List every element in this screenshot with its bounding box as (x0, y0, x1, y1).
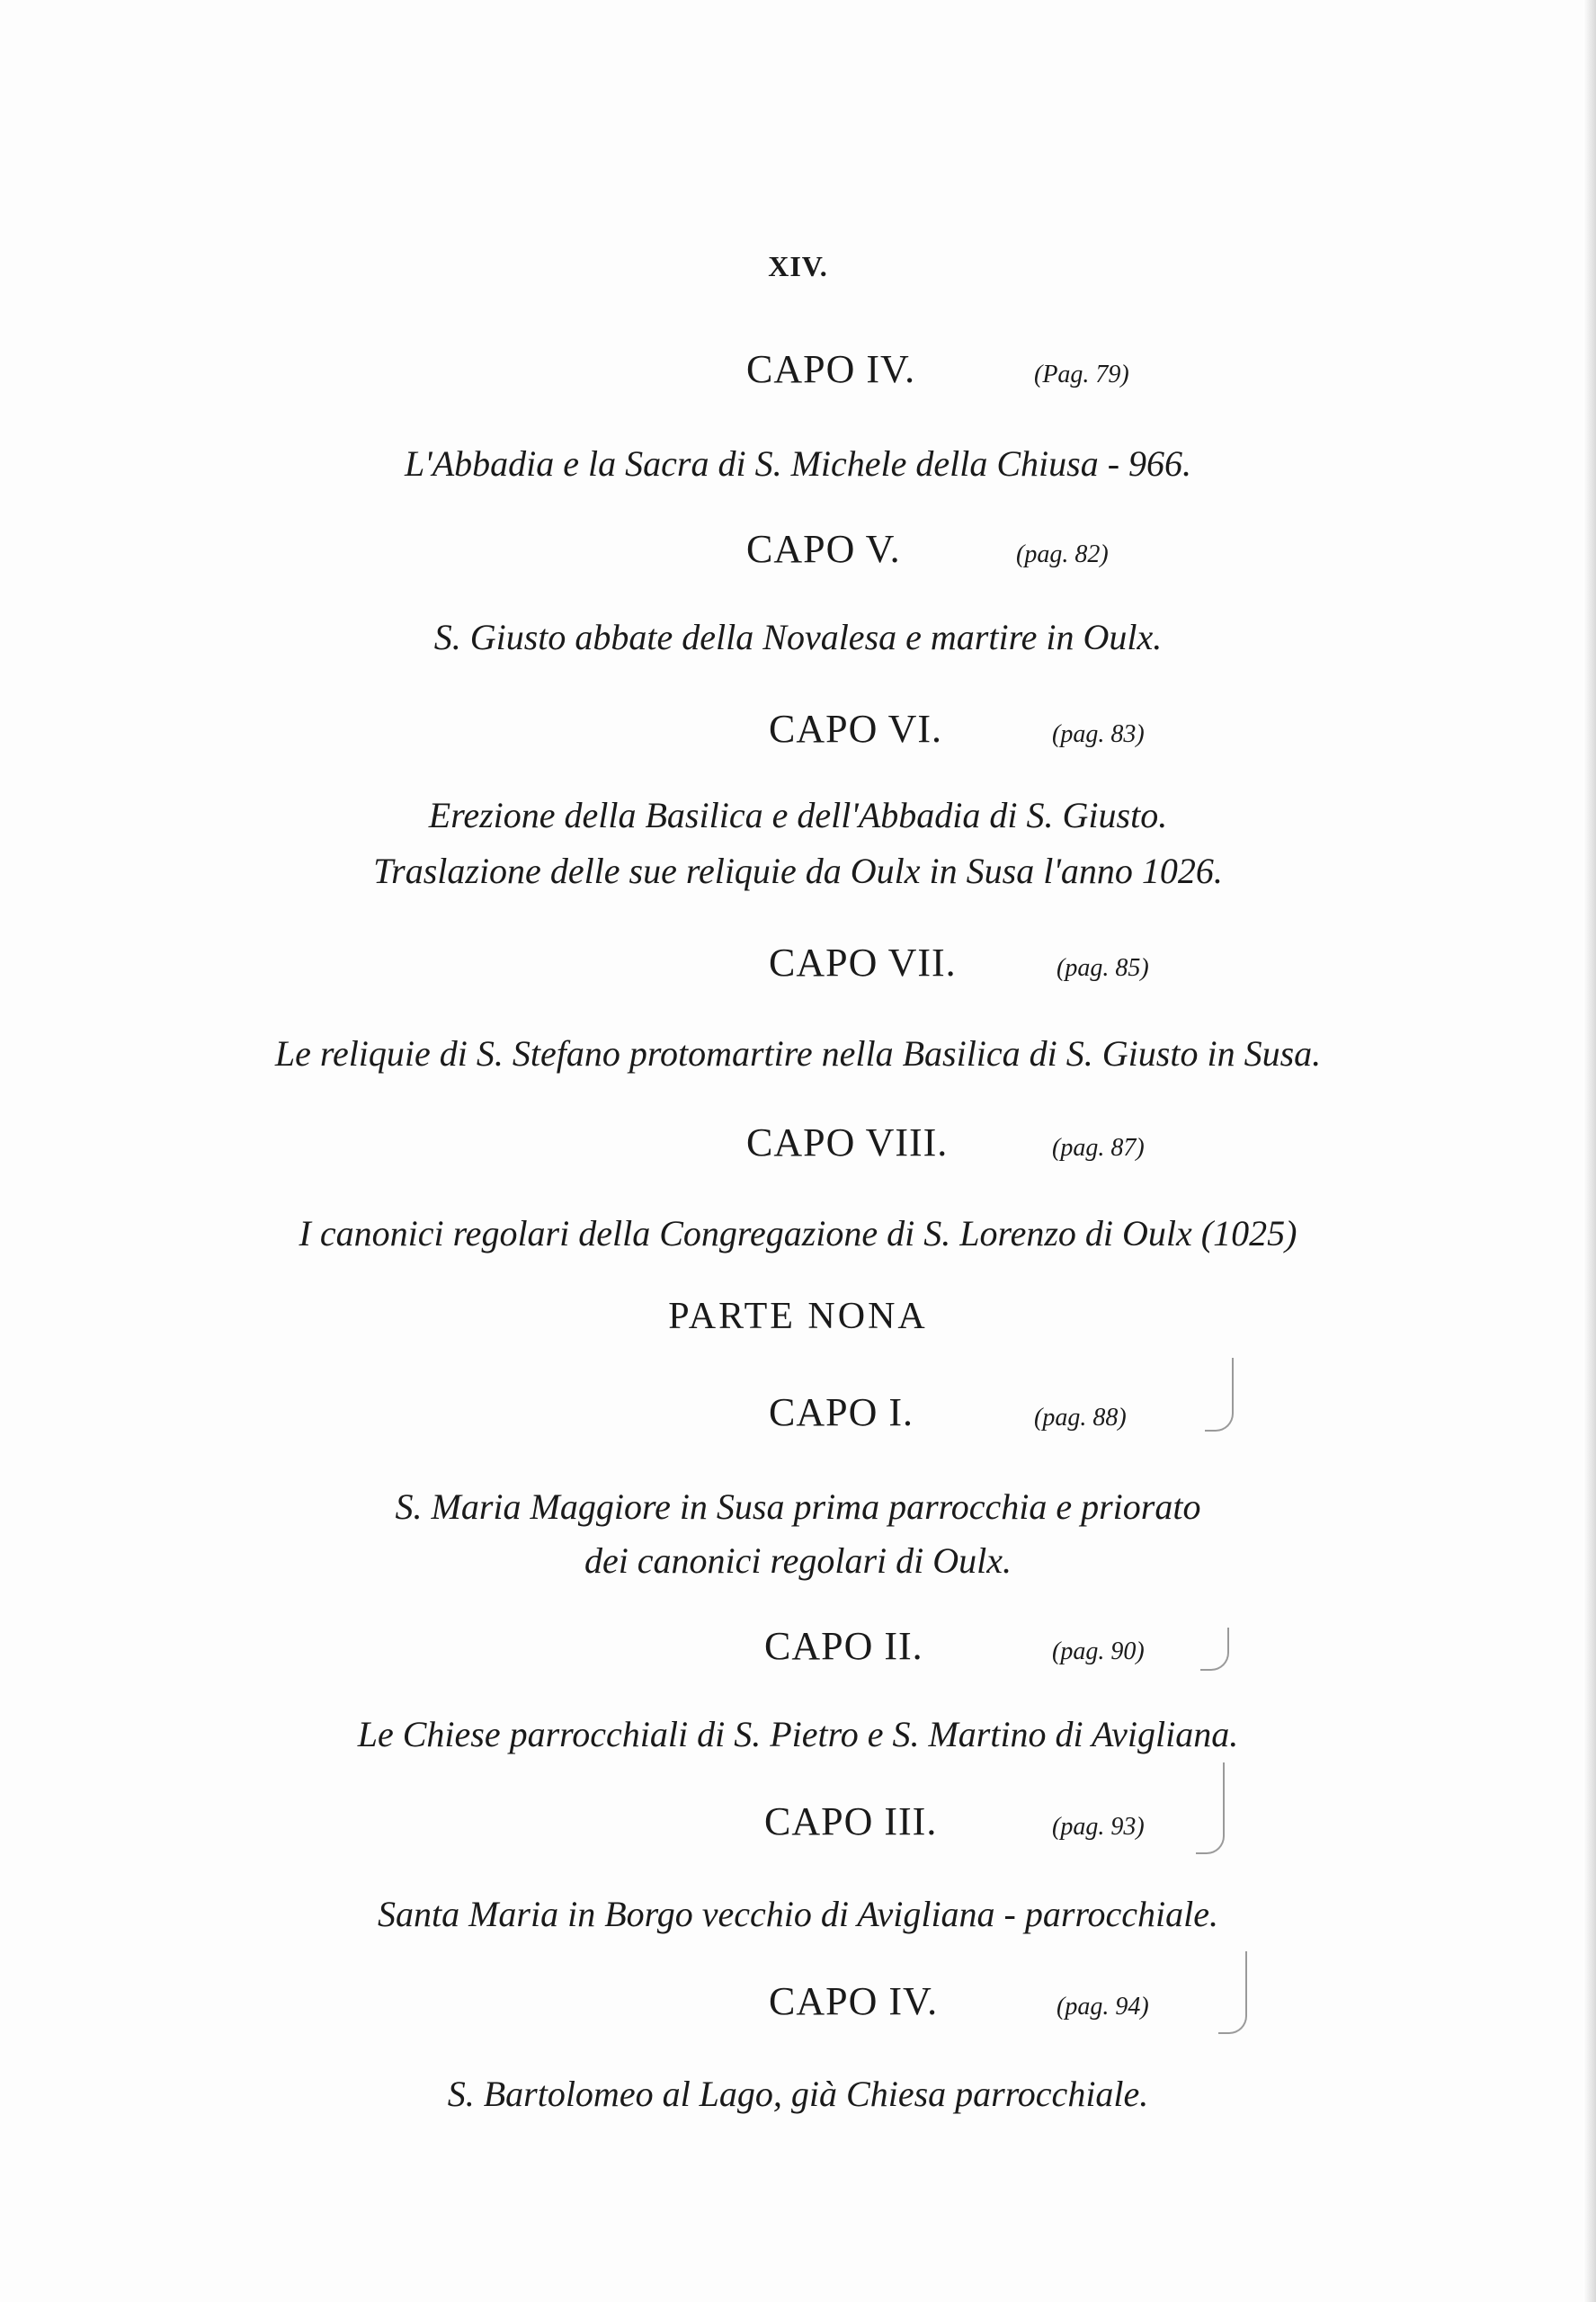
capo-heading (0, 1798, 1596, 1852)
capo-page-ref: (Pag. 79) (1034, 361, 1129, 388)
capo-title: CAPO II. (764, 1624, 923, 1668)
capo-page-ref: (pag. 93) (1052, 1813, 1145, 1841)
capo-heading (0, 346, 1596, 400)
capo-page-ref: (pag. 83) (1052, 720, 1145, 748)
capo-title: CAPO VIII. (746, 1120, 949, 1164)
capo-page-ref: (pag. 87) (1052, 1134, 1145, 1162)
capo-heading (0, 1978, 1596, 2032)
capo-title: CAPO VI. (769, 707, 943, 751)
capo-heading (0, 940, 1596, 994)
chapter-description: S. Bartolomeo al Lago, già Chiesa parrocchiale. (447, 2074, 1149, 2114)
page-number: XIV. (768, 250, 828, 282)
capo-page-ref: (pag. 88) (1034, 1404, 1127, 1432)
chapter-description: Le Chiese parrocchiali di S. Pietro e S. Martino di Avigliana. (357, 1714, 1239, 1754)
capo-page-ref: (pag. 85) (1057, 954, 1149, 982)
pencil-mark-icon (1218, 1951, 1247, 2034)
capo-heading (0, 1389, 1596, 1443)
chapter-description: L'Abbadia e la Sacra di S. Michele della Chiusa - 966. (404, 443, 1192, 484)
chapter-description: Santa Maria in Borgo vecchio di Avigliana - parrocchiale. (377, 1894, 1219, 1934)
capo-heading (0, 1623, 1596, 1677)
chapter-description: dei canonici regolari di Oulx. (584, 1540, 1012, 1581)
capo-title: CAPO IV. (746, 347, 916, 391)
capo-heading (0, 526, 1596, 580)
chapter-description: S. Giusto abbate della Novalesa e martire in Oulx. (433, 617, 1163, 657)
chapter-description: Traslazione delle sue reliquie da Oulx in Susa l'anno 1026. (373, 851, 1223, 891)
chapter-description: I canonici regolari della Congregazione di S. Lorenzo di Oulx (1025) (299, 1213, 1297, 1254)
capo-page-ref: (pag. 82) (1016, 540, 1109, 568)
capo-title: CAPO I. (769, 1390, 914, 1434)
capo-page-ref: (pag. 94) (1057, 1993, 1149, 2021)
part-heading: PARTE NONA (668, 1296, 928, 1337)
capo-page-ref: (pag. 90) (1052, 1637, 1145, 1665)
pencil-mark-icon (1200, 1628, 1229, 1671)
capo-title: CAPO V. (746, 527, 901, 571)
chapter-description: S. Maria Maggiore in Susa prima parrocchia e priorato (395, 1486, 1201, 1527)
chapter-description: Erezione della Basilica e dell'Abbadia di S. Giusto. (428, 795, 1168, 835)
capo-title: CAPO III. (764, 1799, 938, 1843)
pencil-mark-icon (1196, 1762, 1225, 1854)
capo-heading (0, 1120, 1596, 1173)
capo-title: CAPO IV. (769, 1979, 939, 2023)
chapter-description: Le reliquie di S. Stefano protomartire nella Basilica di S. Giusto in Susa. (274, 1033, 1322, 1074)
pencil-mark-icon (1205, 1358, 1234, 1432)
capo-heading (0, 706, 1596, 760)
capo-title: CAPO VII. (769, 941, 957, 985)
